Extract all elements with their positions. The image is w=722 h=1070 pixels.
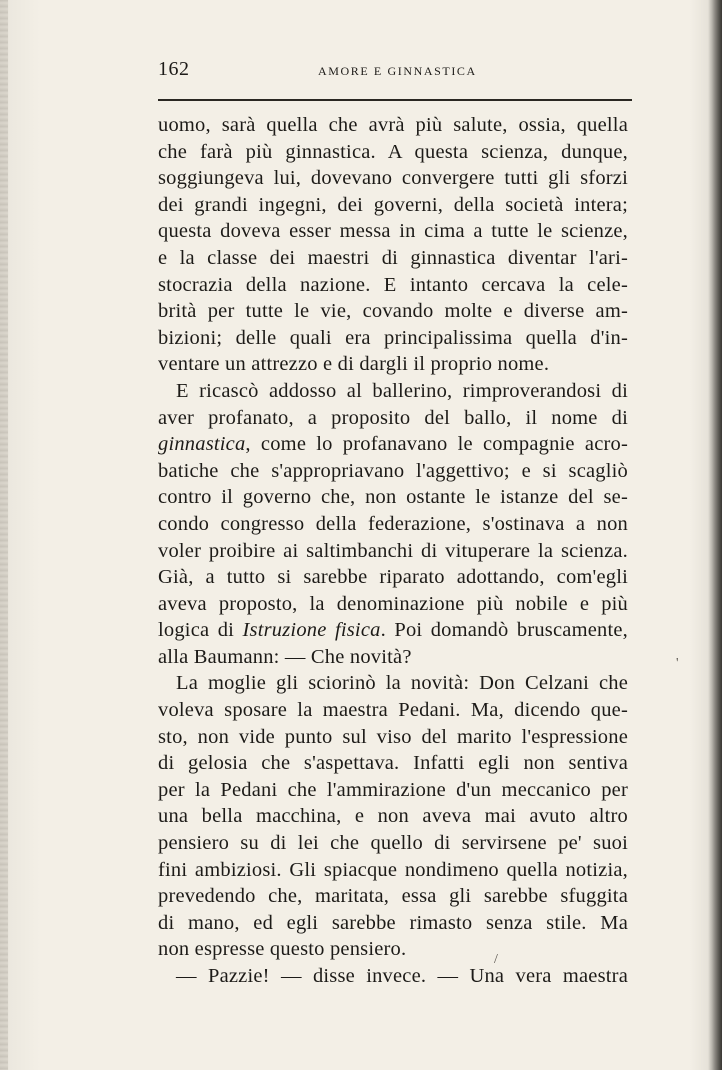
text-line: La moglie gli sciorinò la novità: Don Celzani che [176,672,628,695]
bottom-tick-mark: / [494,952,498,967]
text-line: questa doveva esser messa in cima a tutte le scienze, [158,220,628,243]
text-line: voleva sposare la maestra Pedani. Ma, dicendo que- [158,699,628,722]
text-line: brità per tutte le vie, covando molte e diverse am- [158,300,628,323]
text-line: aver profanato, a proposito del ballo, il nome di [158,406,628,429]
text-line: una bella macchina, e non aveva mai avuto altro [158,805,628,828]
text-line: non espresse questo pensiero. [158,938,407,961]
text-line: fini ambiziosi. Gli spiacque nondimeno quella notizia, [158,858,628,881]
margin-tick-mark: ' [676,656,679,671]
text-line: di gelosia che s'aspettava. Infatti egli non sentiva [158,752,628,775]
text-line: — Pazzie! — disse invece. — Una vera maestra [176,965,628,987]
text-line: aveva proposto, la denominazione più nobile e più [158,592,628,615]
text-run: . Poi domandò bruscamente, [380,619,628,642]
text-line: ventare un attrezzo e di dargli il proprio nome. [158,353,550,376]
page-header [158,58,628,84]
text-line: dei grandi ingegni, dei governi, della società intera; [158,193,628,216]
text-line: batiche che s'appropriavano l'aggettivo; e si scagliò [158,459,628,482]
text-line: per la Pedani che l'ammirazione d'un meccanico per [158,778,628,801]
text-line: prevedendo che, maritata, essa gli sarebbe sfuggita [158,885,628,908]
text-line: Già, a tutto si sarebbe riparato adottando, com'egli [158,566,628,589]
text-line: soggiungeva lui, dovevano convergere tutti gli sforzi [158,167,628,190]
text-line: stocrazia della nazione. E intanto cercava la cele- [158,273,628,296]
text-line: voler proibire ai saltimbanchi di vituperare la scienza. [158,539,628,562]
text-run: , come lo profanavano le compagnie acro- [245,433,628,456]
text-line: contro il governo che, non ostante le istanze del se- [158,486,628,509]
body-text [158,112,628,990]
text-line: condo congresso della federazione, s'ostinava a non [158,512,628,535]
text-line: sto, non vide punto sul viso del marito l'espressione [158,725,628,748]
text-line: bizioni; delle quali era principalissima quella d'in- [158,326,628,349]
page-number: 162 [158,58,190,80]
text-line: uomo, sarà quella che avrà più salute, ossia, quella [158,114,628,136]
text-line-mixed [158,431,628,458]
page-gutter-shadow [0,0,8,1070]
text-line: alla Baumann: — Che novità? [158,645,412,668]
text-run: logica di [158,619,243,642]
text-line-mixed [158,617,628,644]
header-rule [158,99,632,101]
running-title: AMORE E GINNASTICA [318,64,477,78]
text-line: che farà più ginnastica. A questa scienza, dunque, [158,140,628,163]
page-edge-shadow [708,0,722,1070]
text-line: E ricascò addosso al ballerino, rimproverandosi di [176,379,628,402]
text-line: di mano, ed egli sarebbe rimasto senza stile. Ma [158,911,628,934]
text-line: pensiero su di lei che quello di servirsene pe' suoi [158,832,628,855]
italic-term: ginnastica [158,433,246,456]
text-line: e la classe dei maestri di ginnastica diventar l'ari- [158,246,628,269]
italic-term: Istruzione fisica [242,619,381,642]
